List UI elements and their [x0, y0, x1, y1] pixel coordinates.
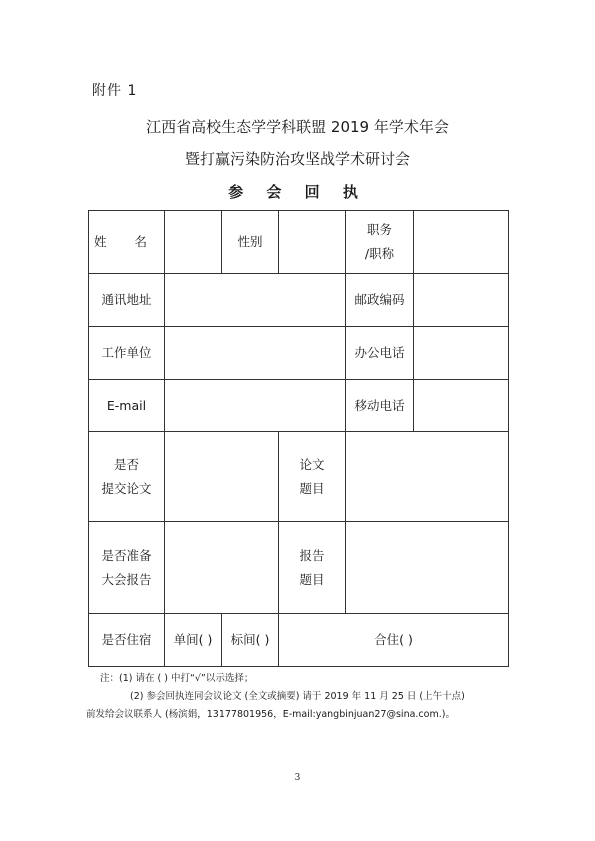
address-field[interactable]	[165, 274, 346, 327]
email-label: E-mail	[89, 380, 165, 432]
title-line-1: 江西省高校生态学学科联盟 2019 年学术年会	[146, 118, 449, 136]
name-label: 姓 名	[89, 211, 165, 274]
office-phone-label: 办公电话	[346, 327, 414, 380]
paper-title-label-line2: 题目	[299, 480, 325, 496]
employer-field[interactable]	[165, 327, 346, 380]
notes	[86, 670, 520, 724]
gender-label: 性别	[222, 211, 279, 274]
name-field[interactable]	[165, 211, 222, 274]
office-phone-field[interactable]	[414, 327, 509, 380]
note-line-3: 前发给会议联系人 (杨滨娟，13177801956，E-mail:yangbinjuan27@sina.com.)。	[86, 709, 455, 720]
submit-paper-label-line2: 提交论文	[101, 480, 152, 496]
position-label-line2: /职称	[364, 246, 395, 261]
attachment-label: 附件 1	[92, 83, 138, 99]
address-label: 通讯地址	[89, 274, 165, 327]
standard-room-option[interactable]: 标间( )	[222, 614, 279, 667]
employer-label: 工作单位	[89, 327, 165, 380]
submit-paper-field[interactable]	[165, 432, 279, 522]
postcode-field[interactable]	[414, 274, 509, 327]
mobile-field[interactable]	[414, 380, 509, 432]
report-question-label-line2: 大会报告	[101, 571, 152, 587]
report-title-field[interactable]	[346, 522, 509, 614]
submit-paper-label-line1: 是否	[113, 456, 139, 472]
shared-room-option[interactable]: 合住( )	[279, 614, 509, 667]
mobile-label: 移动电话	[346, 380, 414, 432]
report-title-label-line2: 题目	[299, 571, 325, 587]
report-question-label-line1: 是否准备	[101, 547, 152, 563]
paper-title-label-line1: 论文	[299, 456, 325, 472]
position-label-line1: 职务	[366, 222, 392, 238]
single-room-option[interactable]: 单间( )	[165, 614, 222, 667]
report-question-field[interactable]	[165, 522, 279, 614]
note-line-1: 注：(1) 请在 ( ) 中打“√”以示选择；	[100, 673, 254, 684]
gender-field[interactable]	[279, 211, 346, 274]
paper-title-label	[279, 432, 346, 522]
lodging-label: 是否住宿	[89, 614, 165, 667]
registration-form	[88, 210, 509, 667]
position-field[interactable]	[414, 211, 509, 274]
form-title: 参 会 回 执	[228, 183, 367, 201]
position-label	[346, 211, 414, 274]
report-question-label	[89, 522, 165, 614]
postcode-label: 邮政编码	[346, 274, 414, 327]
note-line-2: (2) 参会回执连同会议论文 (全文或摘要) 请于 2019 年 11 月 25 日 (上午十点)	[130, 691, 465, 702]
email-field[interactable]	[165, 380, 346, 432]
report-title-label-line1: 报告	[299, 547, 325, 563]
title-line-2: 暨打赢污染防治攻坚战学术研讨会	[184, 150, 410, 168]
paper-title-field[interactable]	[346, 432, 509, 522]
submit-paper-label	[89, 432, 165, 522]
page-number: 3	[294, 773, 301, 783]
report-title-label	[279, 522, 346, 614]
